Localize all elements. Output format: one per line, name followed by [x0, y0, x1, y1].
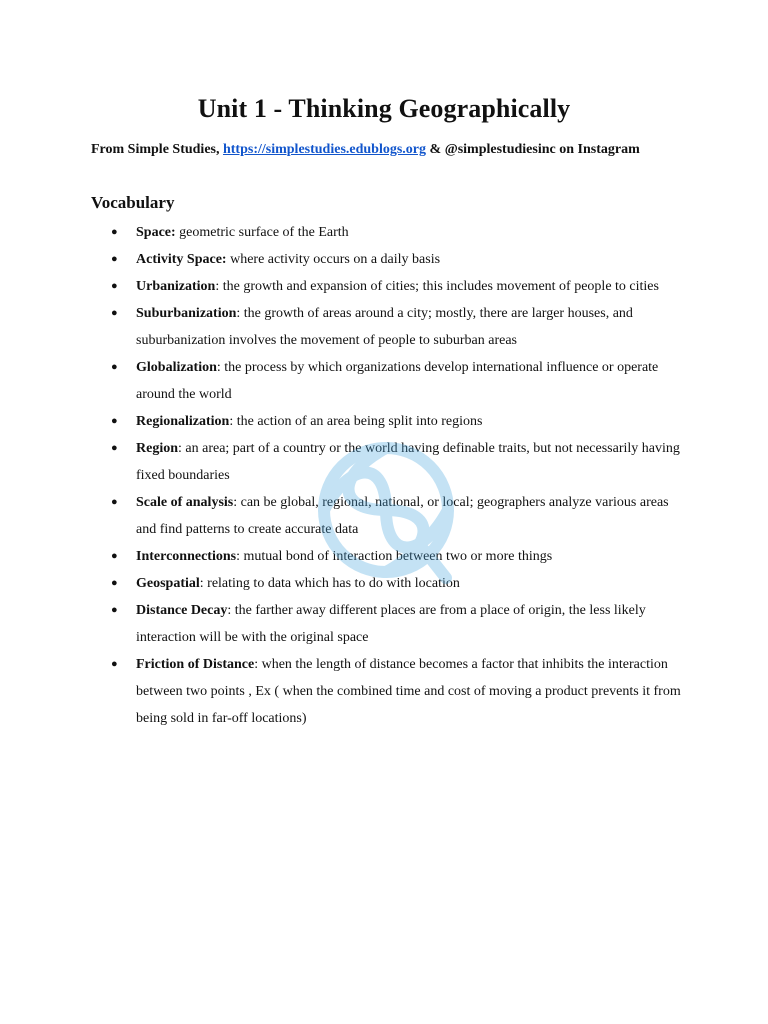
vocab-item [91, 300, 691, 354]
vocab-item [91, 408, 691, 435]
bullet-icon: ● [111, 577, 118, 589]
vocab-term: Urbanization [136, 279, 216, 294]
bullet-icon: ● [111, 253, 118, 265]
vocab-term: Distance Decay [136, 603, 228, 618]
vocab-term: Regionalization [136, 414, 230, 429]
vocab-definition: : the farther away different places are from a place of origin, the less likely interaction will be with the original space [136, 603, 646, 645]
vocab-term: Globalization [136, 360, 217, 375]
vocab-definition: where activity occurs on a daily basis [226, 252, 441, 267]
bullet-icon: ● [111, 496, 118, 508]
vocab-definition: : the growth and expansion of cities; this includes movement of people to cities [215, 279, 659, 294]
vocab-definition: : the process by which organizations develop international influence or operate around the world [136, 360, 659, 402]
vocab-definition: : can be global, regional, national, or local; geographers analyze various areas and find patterns to create accurate data [136, 495, 669, 537]
source-link[interactable]: https://simplestudies.edublogs.org [222, 142, 427, 157]
source-line [91, 142, 731, 158]
page-title: Unit 1 - Thinking Geographically [197, 94, 571, 123]
vocab-definition: : an area; part of a country or the world having definable traits, but not necessarily having fixed boundaries [136, 441, 680, 483]
vocab-item [91, 273, 691, 300]
bullet-icon: ● [111, 658, 118, 670]
vocab-item [91, 651, 691, 732]
bullet-icon: ● [111, 226, 118, 238]
bullet-icon: ● [111, 361, 118, 373]
bullet-icon: ● [111, 280, 118, 292]
vocab-item [91, 570, 691, 597]
vocab-item [91, 435, 691, 489]
vocab-term: Suburbanization [136, 306, 237, 321]
bullet-icon: ● [111, 442, 118, 454]
vocab-definition: geometric surface of the Earth [175, 225, 349, 240]
vocab-term: Geospatial [136, 576, 200, 591]
bullet-icon: ● [111, 604, 118, 616]
vocab-item [91, 597, 691, 651]
vocab-item [91, 246, 691, 273]
vocab-item [91, 489, 691, 543]
vocab-definition: : mutual bond of interaction between two or more things [236, 549, 553, 564]
vocab-term: Scale of analysis [136, 495, 234, 510]
vocabulary-list [91, 219, 691, 732]
section-heading-vocabulary: Vocabulary [91, 193, 175, 212]
bullet-icon: ● [111, 307, 118, 319]
vocab-term: Activity Space: [136, 252, 227, 267]
source-suffix: & @simplestudiesinc on Instagram [426, 142, 640, 157]
bullet-icon: ● [111, 550, 118, 562]
vocab-definition: : relating to data which has to do with location [199, 576, 460, 591]
vocab-term: Region [136, 441, 178, 456]
vocab-item [91, 543, 691, 570]
vocab-definition: : when the length of distance becomes a factor that inhibits the interaction between two points , Ex ( when the combined time and cost of moving a product prevents it from being sold in far-off locations) [136, 657, 681, 726]
vocab-item [91, 354, 691, 408]
vocab-definition: : the action of an area being split into regions [229, 414, 483, 429]
vocab-item [91, 219, 691, 246]
bullet-icon: ● [111, 415, 118, 427]
source-prefix: From Simple Studies, [91, 142, 223, 157]
vocab-term: Space: [136, 225, 176, 240]
vocab-term: Interconnections [136, 549, 237, 564]
vocab-term: Friction of Distance [136, 657, 255, 672]
vocab-definition: : the growth of areas around a city; mostly, there are larger houses, and suburbanization involves the movement of people to suburban areas [136, 306, 633, 348]
